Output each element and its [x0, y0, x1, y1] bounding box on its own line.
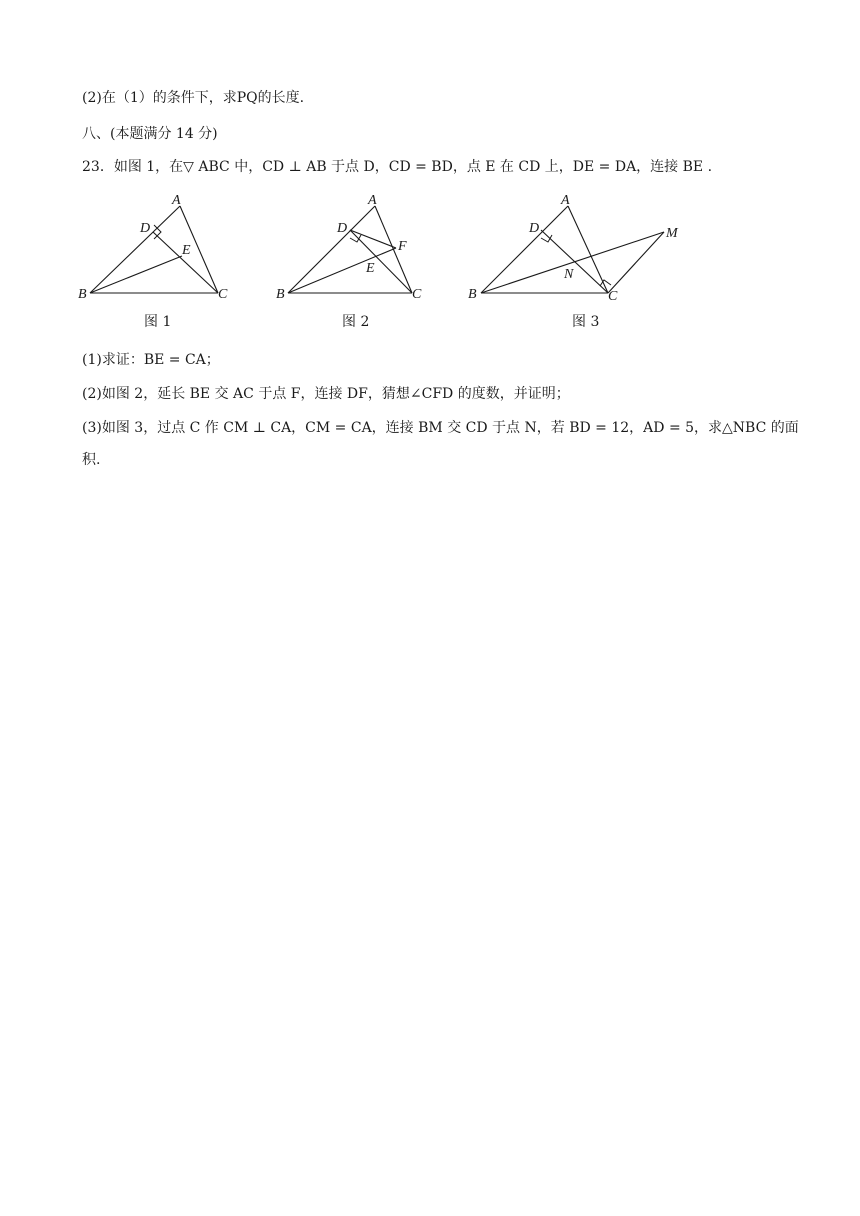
- figure-3: [468, 193, 679, 330]
- fig1-label-A: A: [172, 193, 181, 208]
- fig2-label-A: A: [368, 193, 377, 208]
- fig2-label-B: B: [276, 287, 285, 302]
- fig3-label-A: A: [561, 193, 570, 208]
- fig1-label-C: C: [218, 287, 228, 302]
- fig3-label-B: B: [468, 287, 477, 302]
- fig3-label-N: N: [564, 267, 574, 282]
- fig2-label-E: E: [366, 261, 375, 276]
- fig2-label-D: D: [337, 221, 348, 236]
- question-23-part3: (3)如图 3，过点 C 作 CM ⊥ CA，CM = CA，连接 BM 交 CD 于点 N，若 BD = 12，AD = 5，求△NBC 的面: [82, 420, 799, 436]
- geometry-figures: [78, 188, 718, 338]
- question-23-stem: 23．如图 1，在▽ ABC 中，CD ⊥ AB 于点 D，CD = BD，点 E 在 CD 上，DE = DA，连接 BE .: [82, 159, 713, 175]
- fig3-label-D: D: [529, 221, 540, 236]
- fig1-caption: 图 1: [144, 314, 172, 330]
- section-8-heading: 八、(本题满分 14 分): [82, 126, 218, 142]
- question-23-part3-continued: 积.: [82, 452, 101, 468]
- question-22-part2-text: (2)在（1）的条件下，求PQ的长度.: [82, 90, 305, 106]
- fig2-label-F: F: [398, 239, 407, 254]
- fig3-caption: 图 3: [572, 314, 600, 330]
- fig1-label-D: D: [140, 221, 151, 236]
- fig3-label-M: M: [666, 226, 678, 241]
- fig2-caption: 图 2: [342, 314, 370, 330]
- fig3-label-C: C: [608, 289, 618, 304]
- question-23-part2: (2)如图 2，延长 BE 交 AC 于点 F，连接 DF，猜想∠CFD 的度数，并证明；: [82, 386, 570, 402]
- fig1-label-E: E: [182, 243, 191, 258]
- fig2-label-C: C: [412, 287, 422, 302]
- figure-1: [78, 193, 228, 330]
- figures-row: [78, 188, 718, 338]
- figure-2: [276, 193, 422, 330]
- question-23-part1: (1)求证：BE = CA；: [82, 352, 220, 368]
- fig1-label-B: B: [78, 287, 87, 302]
